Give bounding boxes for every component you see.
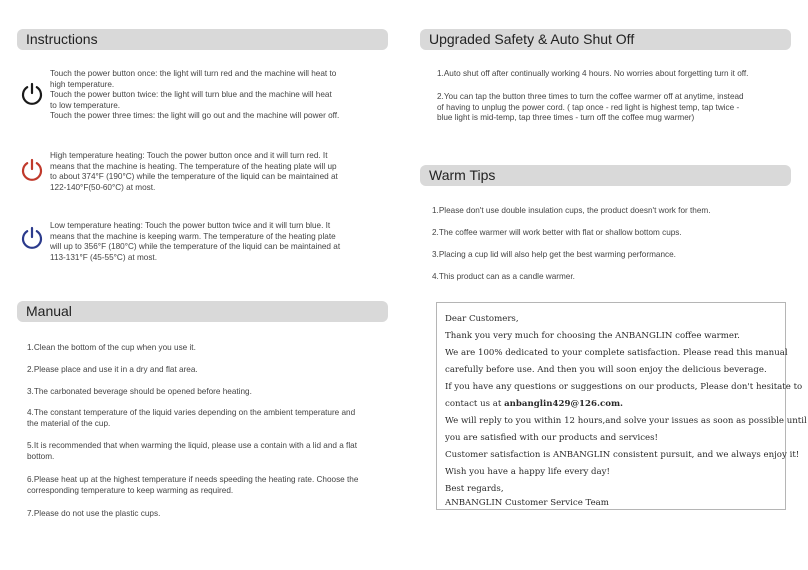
- power-icon-blue: [20, 226, 44, 250]
- safety-line: blue light is mid-temp, tap three times - turn off the coffee mug warmer): [437, 113, 695, 123]
- letter-signature: ANBANGLIN Customer Service Team: [445, 498, 609, 508]
- instruction-line: 122-140°F(50-60°C) at most.: [50, 182, 156, 192]
- contact-email: anbanglin429@126.com.: [504, 399, 624, 409]
- instruction-line: high temperature.: [50, 79, 115, 89]
- tips-header: [420, 165, 791, 186]
- instruction-block-high-temp: [50, 151, 338, 193]
- letter-line: If you have any questions or suggestions on our products, Please don't hesitate to: [445, 382, 803, 392]
- tip-item: 2.The coffee warmer will work better with flat or shallow bottom cups.: [432, 228, 682, 237]
- manual-line: 6.Please heat up at the highest temperature if needs speeding the heating rate. Choose the: [27, 475, 359, 484]
- manual-line: 7.Please do not use the plastic cups.: [27, 509, 161, 518]
- manual-item: [27, 441, 357, 462]
- manual-line: the material of the cup.: [27, 418, 111, 428]
- manual-item: [27, 387, 252, 398]
- manual-line: 2.Please place and use it in a dry and flat area.: [27, 365, 198, 374]
- letter-line: you are satisfied with our products and services!: [445, 433, 659, 443]
- instruction-line: Touch the power button twice: the light will turn blue and the machine will heat: [50, 90, 332, 100]
- safety-line: of having to unplug the power cord. ( tap once - red light is highest temp, tap twice -: [437, 102, 740, 112]
- manual-item: [27, 475, 358, 496]
- instruction-line: means that the machine is keeping warm. The temperature of the heating plate: [50, 231, 336, 241]
- manual-title: Manual: [26, 303, 72, 319]
- safety-line: 1.Auto shut off after continually working 4 hours. No worries about forgetting turn it off.: [437, 69, 749, 78]
- manual-item: [27, 408, 355, 429]
- manual-line: 1.Clean the bottom of the cup when you use it.: [27, 343, 196, 352]
- instruction-line: to about 374°F (190°C) while the temperature of the liquid can be maintained at: [50, 172, 338, 182]
- letter-line: We will reply to you within 12 hours,and solve your issues as soon as possible until: [445, 416, 807, 426]
- letter-greeting: Dear Customers,: [445, 314, 519, 324]
- instruction-line: Low temperature heating: Touch the power button twice and it will turn blue. It: [50, 221, 331, 230]
- manual-item: [27, 343, 196, 354]
- manual-line: 5.It is recommended that when warming the liquid, please use a contain with a lid and a flat: [27, 441, 357, 450]
- manual-line: 4.The constant temperature of the liquid varies depending on the ambient temperature and: [27, 408, 356, 417]
- instruction-block-low-temp: [50, 221, 340, 263]
- letter-closing: Best regards,: [445, 484, 504, 494]
- letter-contact-line: [445, 399, 623, 409]
- letter-line: Customer satisfaction is ANBANGLIN consistent pursuit, and we always enjoy it!: [445, 450, 800, 460]
- instruction-line: means that the machine is heating. The temperature of the heating plate will up: [50, 161, 337, 171]
- instruction-line: Touch the power three times: the light will go out and the machine will power off.: [50, 111, 340, 121]
- instruction-line: 113-131°F (45-55°C) at most.: [50, 252, 157, 262]
- tip-item: 3.Placing a cup lid will also help get the best warming performance.: [432, 250, 676, 259]
- power-icon-black: [20, 82, 44, 106]
- safety-item: [437, 69, 748, 80]
- manual-item: [27, 365, 198, 376]
- safety-item: [437, 92, 744, 124]
- instructions-header: [17, 29, 388, 50]
- instruction-block-buttons: [50, 69, 339, 122]
- customer-letter: [436, 302, 807, 510]
- instruction-line: will up to 356°F (180°C) while the temperature of the liquid can be maintained at: [50, 242, 341, 252]
- letter-contact-text: contact us at: [445, 399, 502, 409]
- safety-title: Upgraded Safety & Auto Shut Off: [429, 31, 635, 47]
- safety-header: [420, 29, 791, 50]
- tips-title: Warm Tips: [429, 167, 496, 183]
- letter-line: We are 100% dedicated to your complete satisfaction. Please read this manual: [445, 348, 788, 358]
- instruction-line: High temperature heating: Touch the power button once and it will turn red. It: [50, 151, 328, 160]
- manual-header: [17, 301, 388, 322]
- letter-line: Thank you very much for choosing the ANBANGLIN coffee warmer.: [445, 331, 740, 341]
- manual-line: 3.The carbonated beverage should be opened before heating.: [27, 387, 252, 396]
- manual-item: [27, 509, 160, 520]
- letter-line: Wish you have a happy life every day!: [445, 467, 610, 477]
- power-icon-red: [20, 158, 44, 182]
- instructions-title: Instructions: [26, 31, 98, 47]
- tip-item: 1.Please don't use double insulation cups, the product doesn't work for them.: [432, 206, 711, 215]
- instruction-line: Touch the power button once: the light will turn red and the machine will heat to: [50, 69, 337, 78]
- tip-item: 4.This product can as a candle warmer.: [432, 272, 575, 281]
- letter-line: carefully before use. And then you will soon enjoy the delicious beverage.: [445, 365, 767, 375]
- instruction-line: to low temperature.: [50, 100, 121, 110]
- manual-line: bottom.: [27, 451, 55, 461]
- safety-line: 2.You can tap the button three times to turn the coffee warmer off at anytime, instead: [437, 92, 744, 101]
- manual-line: corresponding temperature to keep warming as required.: [27, 485, 234, 495]
